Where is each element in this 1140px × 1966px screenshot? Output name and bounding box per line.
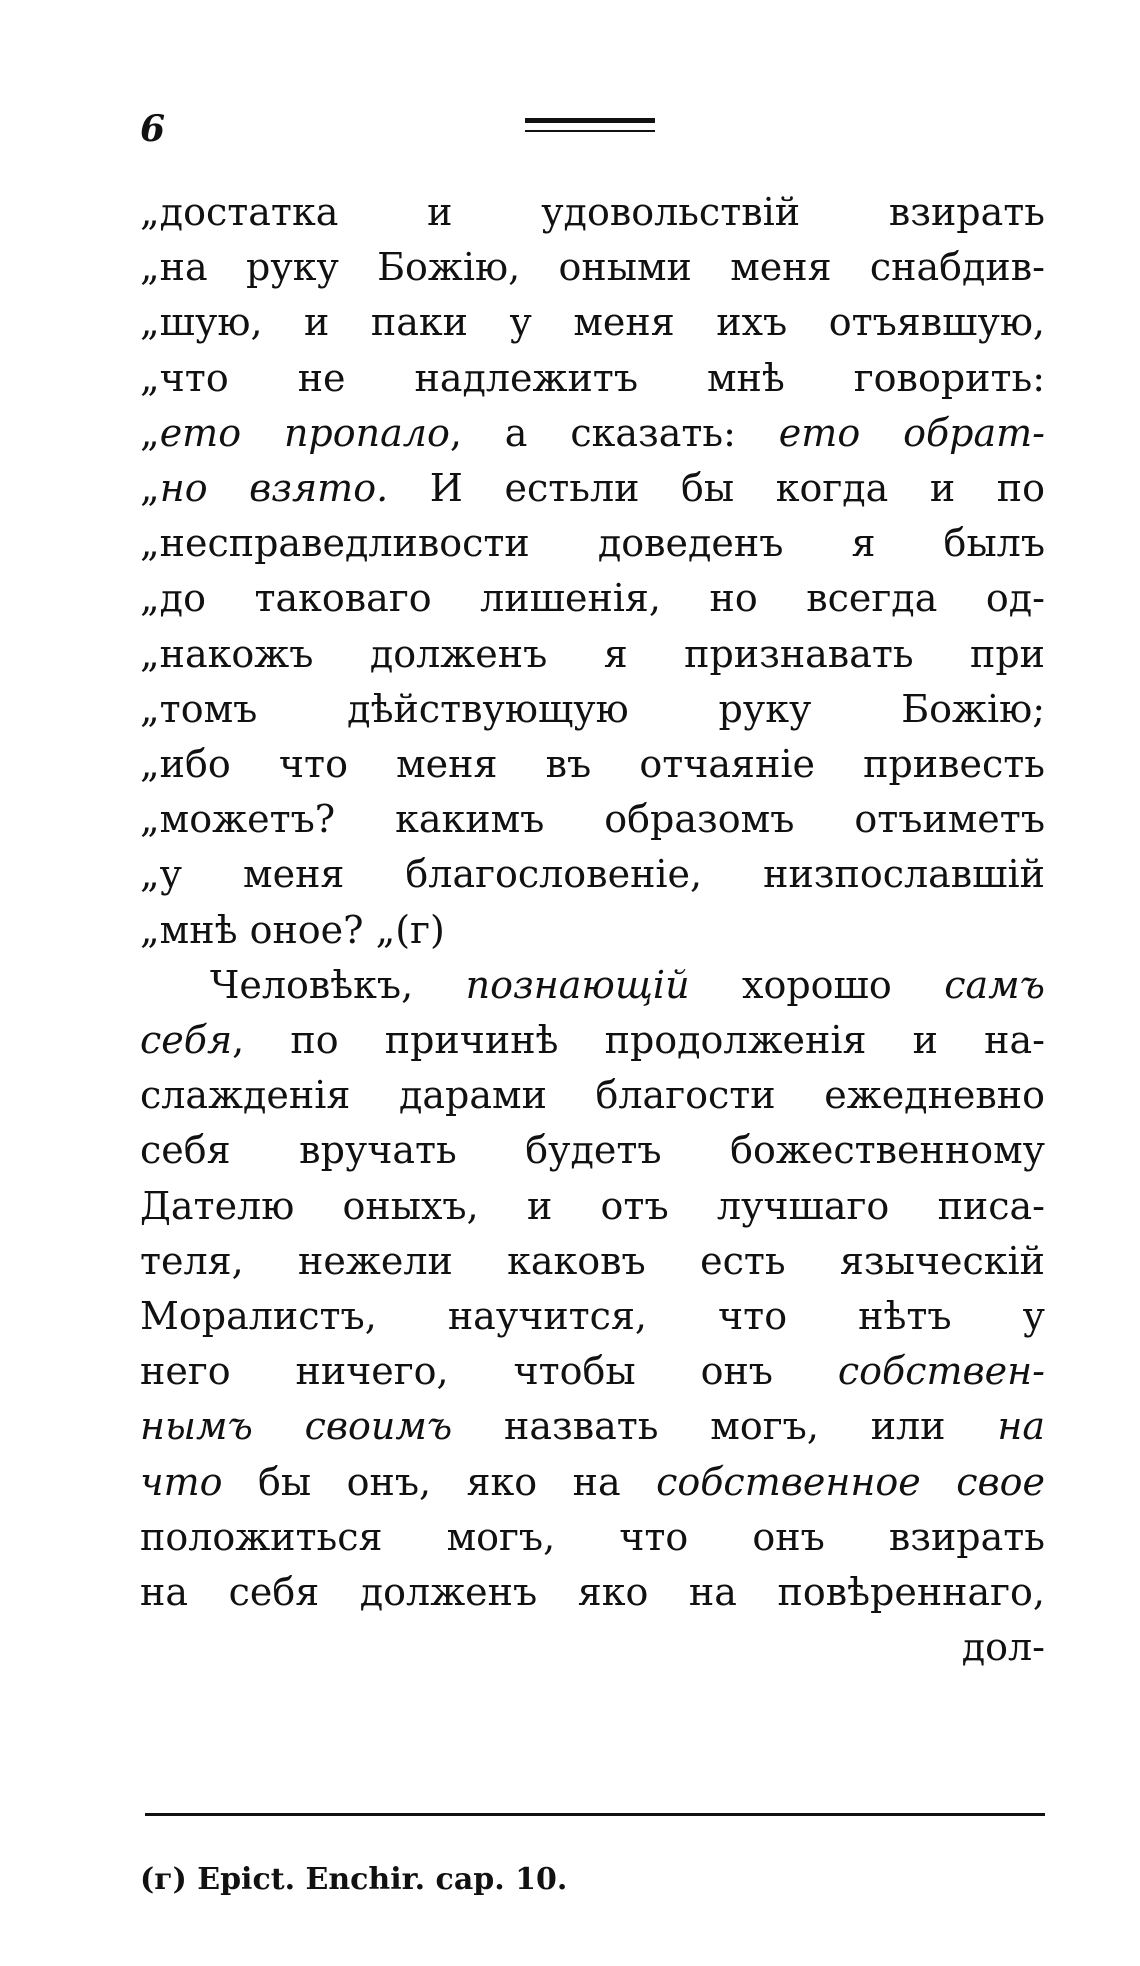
text-line: „несправедливости доведенъ я былъ [140, 521, 1045, 566]
text-segment: назвать могъ, или [452, 1404, 998, 1449]
italic-segment: ето пропало [159, 410, 450, 455]
text-line: положиться могъ, что онъ взирать [140, 1514, 1045, 1559]
text-segment: , по причинѣ продолженія и на- [232, 1018, 1045, 1063]
text-line: себя вручать будетъ божественному [140, 1128, 1045, 1173]
text-line: „можетъ? какимъ образомъ отъиметъ [140, 797, 1045, 842]
header-rule [525, 118, 655, 132]
text-line [140, 406, 1045, 461]
italic-segment: нымъ своимъ [140, 1404, 453, 1449]
body-text [140, 185, 1045, 1675]
page-number: 6 [140, 108, 166, 150]
text-line: „накожъ долженъ я признавать при [140, 631, 1045, 676]
catchword: дол- [961, 1625, 1045, 1670]
text-line: на себя долженъ яко на повѣреннаго, [140, 1570, 1045, 1615]
italic-segment: но взято. [159, 466, 389, 511]
text-line: „ибо что меня въ отчаяніе привесть [140, 742, 1045, 787]
text-line: Дателю оныхъ, и отъ лучшаго писа- [140, 1183, 1045, 1228]
text-line [140, 1455, 1045, 1510]
italic-segment: ето обрат- [778, 410, 1045, 455]
text-line: „шую, и паки у меня ихъ отъявшую, [140, 300, 1045, 345]
text-segment: „ [140, 410, 160, 455]
text-segment: И естьли бы когда и по [388, 466, 1045, 511]
text-line: теля, нежели каковъ есть языческій [140, 1238, 1045, 1283]
text-segment: него ничего, чтобы онъ [140, 1349, 838, 1394]
text-line: „томъ дѣйствующую руку Божію; [140, 686, 1045, 731]
text-line [140, 461, 1045, 516]
footnote: (г) Epict. Enchir. cap. 10. [140, 1862, 568, 1897]
text-line: Моралистъ, научится, что нѣтъ у [140, 1294, 1045, 1339]
text-line [140, 1344, 1045, 1399]
text-line [140, 1013, 1045, 1068]
text-segment: , а сказать: [449, 410, 779, 455]
text-segment: хорошо [689, 962, 945, 1007]
italic-segment: себя [140, 1018, 233, 1063]
text-segment: бы онъ, яко на [222, 1459, 657, 1504]
text-line: „мнѣ оное? „(г) [140, 907, 445, 952]
italic-segment: на [997, 1404, 1045, 1449]
text-segment: „ [140, 466, 160, 511]
text-line [140, 1399, 1045, 1454]
italic-segment: самъ [944, 962, 1045, 1007]
italic-segment: собственное свое [656, 1459, 1046, 1504]
italic-segment: собствен- [837, 1349, 1045, 1394]
text-line: „у меня благословеніе, низпославшій [140, 852, 1045, 897]
italic-segment: что [140, 1459, 223, 1504]
text-line [140, 958, 1045, 1013]
text-line: слажденія дарами благости ежедневно [140, 1073, 1045, 1118]
italic-segment: познающій [465, 962, 690, 1007]
text-segment: Человѣкъ, [210, 962, 466, 1007]
text-line: „до таковаго лишенія, но всегда од- [140, 576, 1045, 621]
text-line: „на руку Божію, оными меня снабдив- [140, 245, 1045, 290]
text-line: „что не надлежитъ мнѣ говорить: [140, 355, 1045, 400]
text-line: „достатка и удовольствій взирать [140, 190, 1045, 234]
footnote-rule [145, 1813, 1045, 1816]
